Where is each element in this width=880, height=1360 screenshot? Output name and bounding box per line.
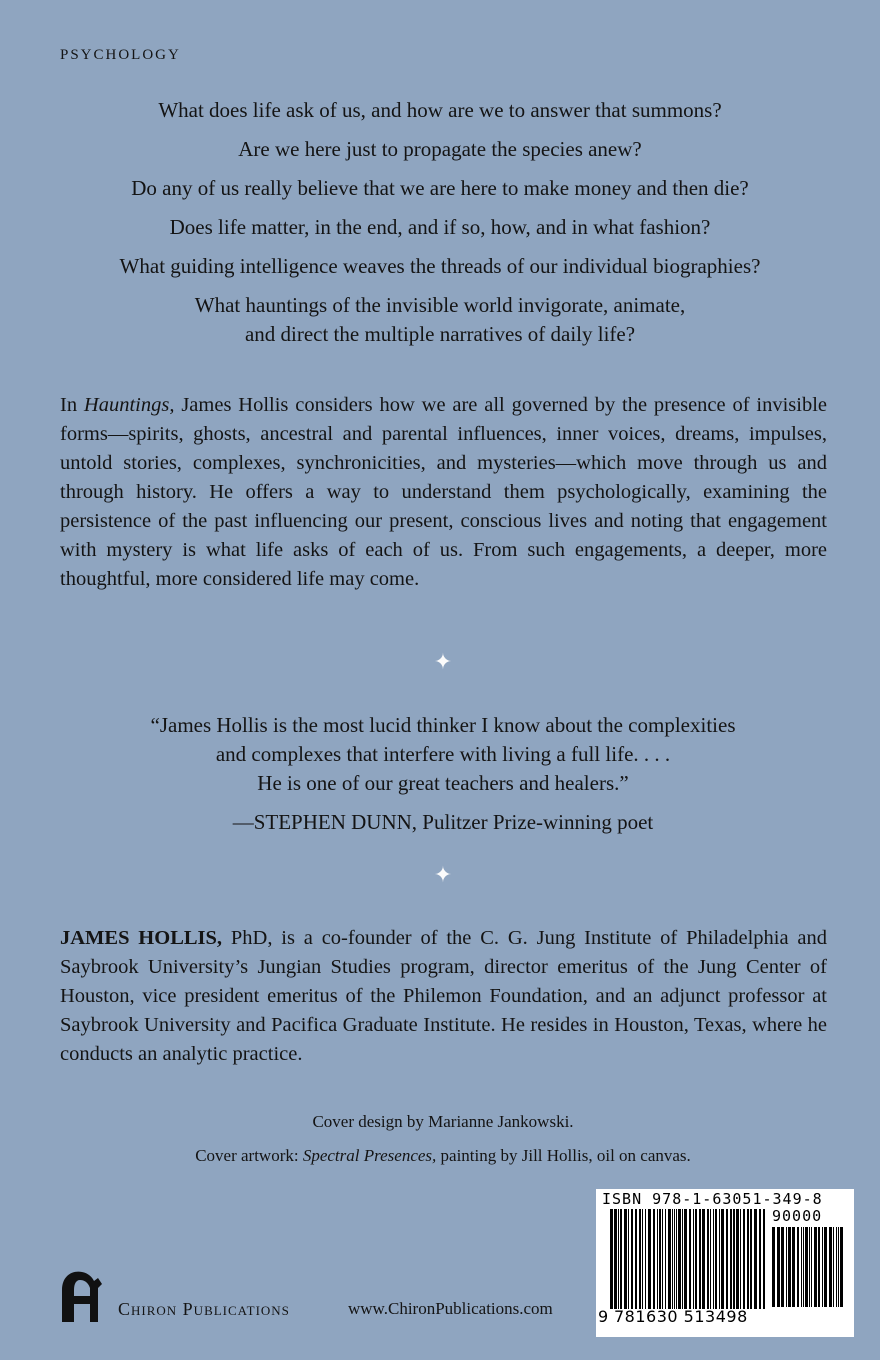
barcode-bar [754, 1209, 757, 1309]
ean-digits: 781630 513498 [614, 1307, 748, 1326]
publisher-name: Chiron Publications [118, 1299, 290, 1319]
barcode-bar [699, 1209, 701, 1309]
addon-barcode-bars [772, 1227, 846, 1307]
barcode-bar [657, 1209, 658, 1309]
barcode-bar [672, 1209, 673, 1309]
barcode-bar [736, 1209, 739, 1309]
barcode-bar [713, 1209, 714, 1309]
barcode-bar [710, 1209, 711, 1309]
barcode-bar [684, 1209, 687, 1309]
barcode-bar [662, 1209, 663, 1309]
isbn-text: ISBN 978-1-63051-349-8 [602, 1190, 823, 1208]
blurb-text: James Hollis considers how we are all governed by the presence of invisible forms—spirits, ghosts, ancestral and parental influences, inner voices, dreams, impulses, untold stories, complexes, synchronicities, and mysteries—which move through us and through history. He offers a way to understand them psychologically, examining the persistence of the past influencing our present, conscious lives and noting that engagement with mystery is what life asks of each of us. From such engagements, a deeper, more thoughtful, more considered life may come. [60, 394, 827, 590]
cover-artwork-credit [40, 1144, 846, 1168]
author-name: JAMES HOLLIS, [60, 927, 223, 949]
cover-design-credit: Cover design by Marianne Jankowski. [312, 1112, 574, 1131]
barcode-bar [811, 1227, 812, 1307]
ean-first-digit: 9 [598, 1307, 609, 1326]
category-label: PSYCHOLOGY [60, 47, 181, 63]
barcode-bar [693, 1209, 694, 1309]
quote-line: “James Hollis is the most lucid thinker I know about the complexities [150, 713, 736, 737]
barcode-bar [747, 1209, 749, 1309]
question-line: Does life matter, in the end, and if so, how, and in what fashion? [169, 215, 711, 239]
barcode-bar [829, 1227, 832, 1307]
barcode-bar [836, 1227, 837, 1307]
book-title: Hauntings, [83, 394, 175, 416]
question-line: What guiding intelligence weaves the threads of our individual biographies? [119, 254, 761, 278]
barcode-bar [719, 1209, 720, 1309]
sparkle-ornament-icon: ✦ [433, 650, 453, 675]
barcode-bar [707, 1209, 709, 1309]
barcode-bar [781, 1227, 784, 1307]
question-line: Do any of us really believe that we are here to make money and then die? [131, 176, 749, 200]
barcode-bar [733, 1209, 735, 1309]
barcode-bar [639, 1209, 641, 1309]
barcode-bar [624, 1209, 627, 1309]
artwork-title: Spectral Presences, [302, 1146, 437, 1165]
barcode-bar [702, 1209, 705, 1309]
barcode-bar [743, 1209, 745, 1309]
blurb-in: In [60, 394, 84, 416]
barcode-bar [659, 1209, 661, 1309]
barcode-bar [788, 1227, 791, 1307]
barcode-bar [833, 1227, 834, 1307]
endorsement-quote [40, 711, 846, 837]
barcode-bar [740, 1209, 741, 1309]
artwork-prefix: Cover artwork: [195, 1146, 303, 1165]
barcode-bar [805, 1227, 808, 1307]
chiron-logo-icon [58, 1268, 104, 1324]
questions-block [40, 96, 840, 359]
cover-credits [40, 1110, 846, 1178]
barcode-bar [809, 1227, 810, 1307]
barcode-bar [665, 1209, 666, 1309]
price-code: 90000 [772, 1207, 823, 1225]
barcode-bar [678, 1209, 681, 1309]
barcode-bar [614, 1209, 617, 1309]
quote-line: He is one of our great teachers and healers.” [257, 771, 629, 795]
barcode-bar [689, 1209, 691, 1309]
barcode-bar [610, 1209, 613, 1309]
ean-barcode-bars [610, 1209, 768, 1309]
barcode-bar [726, 1209, 728, 1309]
barcode-bar [759, 1209, 761, 1309]
isbn-barcode [596, 1189, 854, 1337]
publisher-website: www.ChironPublications.com [348, 1299, 553, 1318]
barcode-bar [682, 1209, 683, 1309]
barcode-bar [620, 1209, 622, 1309]
barcode-bar [801, 1227, 802, 1307]
barcode-bar [803, 1227, 804, 1307]
bio-text: PhD, is a co-founder of the C. G. Jung Institute of Philadelphia and Saybrook University’s Jungian Studies program, director emeritus of the Jung Center of Houston, vice president emeritus of the Philemon Foundation, and an adjunct professor at Saybrook University and Pacifica Graduate Institute. He resides in Houston, Texas, where he conducts an analytic practice. [60, 927, 827, 1065]
barcode-bar [695, 1209, 697, 1309]
barcode-bar [730, 1209, 732, 1309]
barcode-bar [792, 1227, 795, 1307]
barcode-bar [676, 1209, 677, 1309]
barcode-bar [645, 1209, 646, 1309]
question-line: What does life ask of us, and how are we to answer that summons? [158, 98, 722, 122]
barcode-bar [653, 1209, 655, 1309]
barcode-bar [824, 1227, 827, 1307]
barcode-bar [777, 1227, 780, 1307]
barcode-bar [628, 1209, 629, 1309]
barcode-bar [668, 1209, 671, 1309]
question-line: What hauntings of the invisible world invigorate, animate, [194, 293, 686, 317]
quote-attribution: —STEPHEN DUNN, Pulitzer Prize-winning poet [232, 810, 654, 834]
barcode-bar [635, 1209, 637, 1309]
barcode-bar [786, 1227, 787, 1307]
artwork-suffix: painting by Jill Hollis, oil on canvas. [436, 1146, 691, 1165]
barcode-bar [715, 1209, 717, 1309]
question-line: and direct the multiple narratives of daily life? [244, 322, 636, 346]
barcode-bar [618, 1209, 619, 1309]
barcode-bar [840, 1227, 843, 1307]
barcode-bar [838, 1227, 839, 1307]
barcode-bar [674, 1209, 675, 1309]
author-bio [60, 924, 827, 1069]
quote-line: and complexes that interfere with living a full life. . . . [215, 742, 671, 766]
barcode-bar [648, 1209, 651, 1309]
barcode-bar [763, 1209, 765, 1309]
barcode-bar [797, 1227, 799, 1307]
book-blurb [60, 391, 827, 594]
barcode-bar [772, 1227, 775, 1307]
barcode-bar [750, 1209, 752, 1309]
barcode-bar [642, 1209, 643, 1309]
barcode-bar [822, 1227, 823, 1307]
barcode-bar [814, 1227, 817, 1307]
barcode-bar [631, 1209, 633, 1309]
sparkle-ornament-icon: ✦ [433, 863, 453, 888]
barcode-bar [818, 1227, 820, 1307]
barcode-bar [721, 1209, 724, 1309]
question-line: Are we here just to propagate the species anew? [238, 137, 642, 161]
